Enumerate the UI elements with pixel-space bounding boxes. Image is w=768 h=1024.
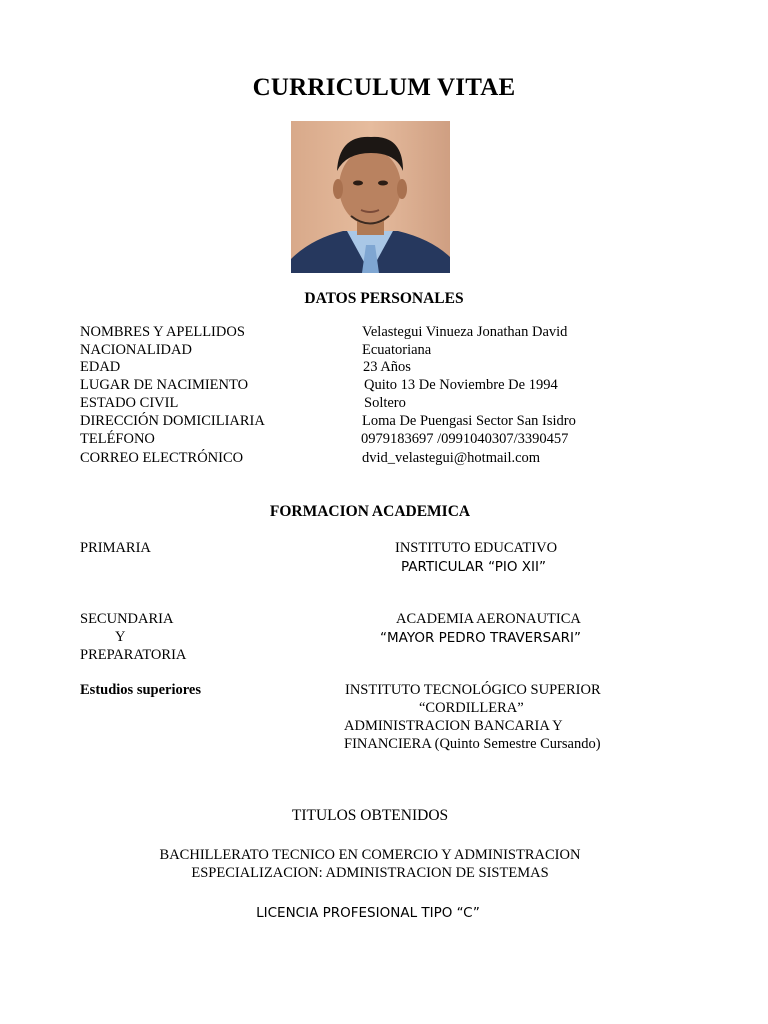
- document-title: CURRICULUM VITAE: [252, 74, 516, 101]
- datos-value: Loma De Puengasi Sector San Isidro: [362, 413, 576, 429]
- primaria-label: PRIMARIA: [80, 540, 151, 556]
- datos-label: TELÉFONO: [80, 431, 155, 447]
- secundaria-institution-name: “MAYOR PEDRO TRAVERSARI”: [380, 630, 582, 646]
- superiores-career-status: FINANCIERA (Quinto Semestre Cursando): [344, 736, 601, 752]
- datos-label: ESTADO CIVIL: [80, 395, 179, 411]
- datos-value: Soltero: [364, 395, 406, 411]
- superiores-career: ADMINISTRACION BANCARIA Y: [344, 718, 563, 734]
- datos-label: NACIONALIDAD: [80, 342, 192, 358]
- secundaria-connector: Y: [115, 629, 126, 645]
- superiores-institution-name: “CORDILLERA”: [419, 700, 524, 716]
- section-heading-datos: DATOS PERSONALES: [304, 290, 464, 307]
- superiores-label: Estudios superiores: [80, 682, 201, 698]
- section-heading-formacion: FORMACION ACADEMICA: [269, 503, 471, 520]
- datos-label: NOMBRES Y APELLIDOS: [80, 324, 245, 340]
- secundaria-institution: ACADEMIA AERONAUTICA: [396, 611, 581, 627]
- datos-label: DIRECCIÓN DOMICILIARIA: [80, 413, 265, 429]
- datos-value: 0979183697 /0991040307/3390457: [361, 431, 569, 447]
- datos-label: EDAD: [80, 359, 121, 375]
- primaria-institution-name: PARTICULAR “PIO XII”: [401, 559, 547, 575]
- datos-label: LUGAR DE NACIMIENTO: [80, 377, 249, 393]
- datos-value: dvid_velastegui@hotmail.com: [362, 450, 541, 466]
- superiores-institution: INSTITUTO TECNOLÓGICO SUPERIOR: [345, 682, 601, 698]
- preparatoria-label: PREPARATORIA: [80, 647, 187, 663]
- datos-label: CORREO ELECTRÓNICO: [80, 450, 244, 466]
- primaria-institution: INSTITUTO EDUCATIVO: [395, 540, 558, 556]
- profile-photo: [291, 121, 450, 273]
- titulo-bachillerato: BACHILLERATO TECNICO EN COMERCIO Y ADMINISTRACION: [159, 847, 581, 863]
- datos-value: Quito 13 De Noviembre De 1994: [364, 377, 558, 393]
- datos-value: Velastegui Vinueza Jonathan David: [362, 324, 568, 340]
- section-heading-titulos: TITULOS OBTENIDOS: [291, 807, 449, 824]
- datos-value: 23 Años: [363, 359, 411, 375]
- titulo-licencia: LICENCIA PROFESIONAL TIPO “C”: [256, 905, 480, 921]
- titulo-especializacion: ESPECIALIZACION: ADMINISTRACION DE SISTEMAS: [191, 865, 549, 881]
- secundaria-label: SECUNDARIA: [80, 611, 174, 627]
- datos-value: Ecuatoriana: [362, 342, 432, 358]
